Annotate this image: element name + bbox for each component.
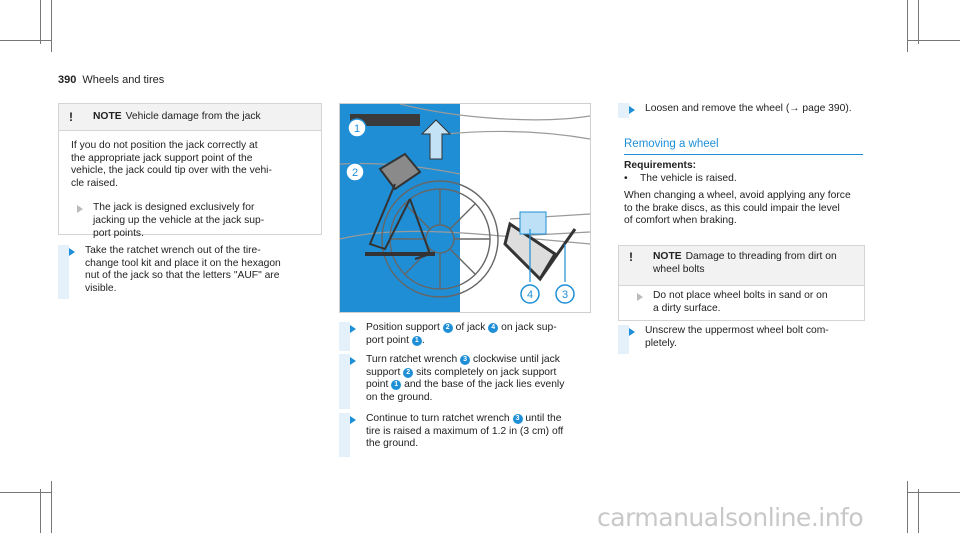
crop-mark: [907, 492, 960, 493]
paragraph-line: When changing a wheel, avoid applying any force: [624, 190, 851, 202]
note-keyword: NOTE: [653, 251, 682, 262]
step-turn-wrench: Turn ratchet wrench 3 clockwise until jack support 2 sits completely on jack support point 1 and the base of the jack lies evenly on the ground.: [339, 354, 591, 409]
page-number: 390: [58, 74, 77, 86]
section-name: Wheels and tires: [82, 74, 165, 86]
step-line: pletely.: [645, 337, 677, 349]
paragraph-line: of comfort when braking.: [624, 215, 737, 227]
note-body: [619, 286, 864, 323]
hexagon-nut-highlight: [520, 212, 546, 234]
note-title: Damage to threading from dirt on: [685, 251, 837, 262]
requirements-block: [624, 160, 864, 228]
callout-badge: 1: [412, 336, 422, 346]
step-bar: [58, 245, 69, 299]
watermark: carmanualsonline.info: [597, 503, 864, 532]
crop-mark: [51, 0, 52, 52]
step-line: change tool kit and place it on the hexagon: [85, 257, 281, 269]
note-sub-line: port points.: [93, 227, 144, 239]
callout-badge: 3: [513, 414, 523, 424]
crop-mark: [918, 489, 919, 533]
crop-mark: [0, 492, 52, 493]
step-bar: [339, 413, 350, 457]
crop-mark: [907, 481, 908, 533]
note-line: cle raised.: [71, 177, 118, 189]
crop-mark: [907, 0, 908, 52]
note-sub-line: a dirty surface.: [653, 302, 721, 314]
callout-badge: 4: [488, 323, 498, 333]
callout-badge: 1: [391, 380, 401, 390]
step-line: visible.: [85, 282, 117, 294]
note-sub-line: jacking up the vehicle at the jack sup-: [93, 214, 265, 226]
note-body: [59, 131, 321, 248]
step-line: nut of the jack so that the letters "AUF" are: [85, 270, 280, 282]
note-sub-item: [71, 202, 309, 240]
step-bar: [618, 325, 629, 354]
step-line: Take the ratchet wrench out of the tire-: [85, 245, 261, 256]
step-arrow-icon: [350, 357, 356, 365]
svg-text:2: 2: [351, 167, 359, 179]
crop-mark: [40, 489, 41, 533]
note-sub-item: [631, 290, 852, 315]
step-continue-turning: Continue to turn ratchet wrench 3 until the tire is raised a maximum of 1.2 in (3 cm) off the ground.: [339, 413, 591, 457]
requirement-item: • The vehicle is raised.: [624, 172, 737, 184]
step-arrow-icon: [350, 416, 356, 424]
requirements-label: Requirements:: [624, 160, 697, 171]
jack-illustration-svg: [340, 104, 590, 312]
crop-mark: [51, 481, 52, 533]
callout-3: [556, 285, 574, 303]
note-sub-line: The jack is designed exclusively for: [93, 202, 255, 214]
note-keyword: NOTE: [93, 110, 122, 122]
note-title: wheel bolts: [653, 263, 705, 275]
step-ratchet: [58, 245, 328, 299]
step-arrow-icon: [350, 325, 356, 333]
step-bar: [618, 103, 629, 118]
callout-2: [346, 163, 364, 181]
note-header: [619, 246, 864, 286]
step-loosen-wheel: Loosen and remove the wheel (→ page 390).: [618, 103, 870, 118]
step-bar: [339, 354, 350, 409]
crop-mark: [0, 40, 52, 41]
note-line: vehicle, the jack could tip over with the vehi-: [71, 165, 272, 177]
step-line: Unscrew the uppermost wheel bolt com-: [645, 325, 829, 336]
paragraph-line: to the brake discs, as this could impair the level: [624, 202, 840, 214]
jack-illustration: [339, 103, 591, 313]
svg-text:1: 1: [353, 123, 361, 135]
callout-badge: 2: [443, 323, 453, 333]
note-title: Vehicle damage from the jack: [125, 110, 261, 122]
step-bar: [339, 322, 350, 351]
note-sub-line: Do not place wheel bolts in sand or on: [653, 290, 828, 301]
crop-mark: [907, 40, 960, 41]
svg-text:4: 4: [526, 289, 534, 301]
note-header: [59, 104, 321, 131]
step-unscrew-bolt: [618, 325, 870, 354]
warning-icon: !: [69, 109, 73, 124]
note-line: If you do not position the jack correctly at: [71, 140, 258, 151]
callout-1: [348, 119, 366, 137]
bullet-triangle-icon: [637, 293, 643, 301]
callout-4: [521, 285, 539, 303]
crop-mark: [918, 0, 919, 44]
step-position-support: Position support 2 of jack 4 on jack sup- port point 1 .: [339, 322, 591, 351]
note-line: the appropriate jack support point of the: [71, 152, 253, 164]
step-arrow-icon: [629, 106, 635, 114]
bullet-triangle-icon: [77, 205, 83, 213]
note-box-threading: [618, 245, 865, 321]
callout-badge: 2: [403, 368, 413, 378]
warning-icon: !: [629, 250, 633, 264]
svg-text:3: 3: [561, 289, 569, 301]
section-title: Removing a wheel: [624, 138, 863, 155]
callout-badge: 3: [460, 355, 470, 365]
step-arrow-icon: [629, 328, 635, 336]
page-header: [58, 74, 164, 86]
step-arrow-icon: [69, 248, 75, 256]
note-box-jack: [58, 103, 322, 239]
crop-mark: [40, 0, 41, 44]
